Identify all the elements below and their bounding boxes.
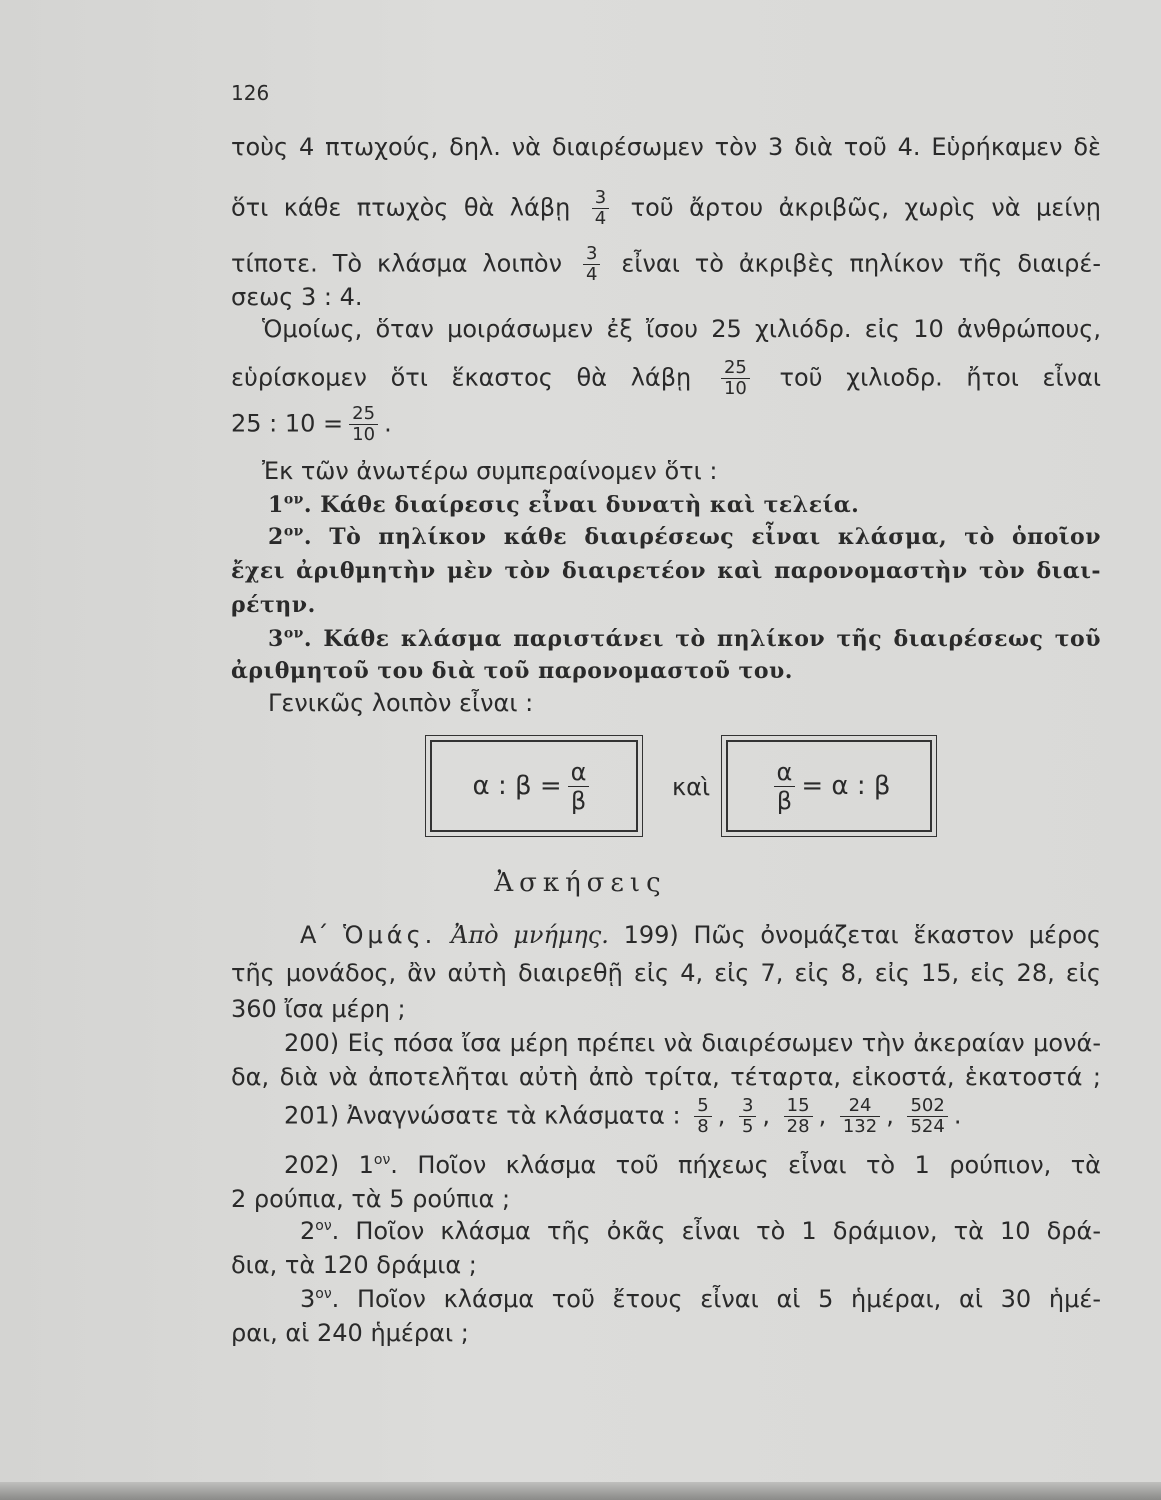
text-line [231, 404, 392, 445]
fraction [840, 1096, 880, 1137]
fraction [694, 1096, 711, 1137]
exercise-text: . Ποῖον κλάσμα τοῦ ἔτους εἶναι αἱ 5 ἡμέραι, αἱ 30 ἡμέ- [331, 1285, 1101, 1313]
rule-ordinal: ον [283, 491, 304, 508]
text-span: 25 : 10 = [231, 409, 344, 438]
fraction [592, 188, 609, 229]
part-number: 3 [300, 1285, 316, 1313]
text-line: Ὁμοίως, ὅταν μοιράσωμεν ἐξ ἴσου 25 χιλιόδρ. εἰς 10 ἀνθρώπους, [262, 315, 1101, 343]
fraction-numerator: 24 [840, 1096, 880, 1117]
fraction-numerator: α [774, 758, 796, 787]
text-span: τίποτε. Τὸ κλάσμα λοιπὸν [231, 249, 562, 278]
formula-rhs: = α : β [801, 771, 891, 801]
exercise-202-cont: 2 ρούπια, τὰ 5 ρούπια ; [231, 1185, 511, 1213]
rule-3-cont: ἀριθμητοῦ του διὰ τοῦ παρονομαστοῦ του. [231, 658, 793, 684]
fraction-numerator: 25 [349, 404, 378, 425]
fraction [583, 244, 600, 285]
rule-1 [268, 490, 859, 520]
ordinal: ον [373, 1152, 391, 1168]
rule-number: 3 [268, 626, 284, 652]
text-span: τοῦ ἄρτου ἀκριβῶς, χωρὶς νὰ μείνῃ [630, 193, 1101, 222]
fraction [907, 1096, 947, 1137]
exercise-202-part3 [300, 1284, 1101, 1314]
exercise-number: 202) 1 [284, 1151, 374, 1179]
exercise-201: 201) Ἀναγνώσατε τὰ κλάσματα : $\frac{5}{8}$ , $\frac{3}{5}$ , $\frac{15}{28}$ , $\frac{24}{132}$ , $\frac{502}{524}$ . [284, 1095, 962, 1137]
fraction-numerator: 3 [592, 188, 609, 209]
fraction-numerator: 3 [583, 244, 600, 265]
text-span: τοῦ χιλιοδρ. ἤτοι εἶναι [779, 363, 1101, 392]
exercise-199-cont: τῆς μονάδος, ἂν αὐτὴ διαιρεθῇ εἰς 4, εἰς 7, εἰς 8, εἰς 15, εἰς 28, εἰς [231, 959, 1101, 987]
exercise-202-cont: ραι, αἱ 240 ἡμέραι ; [231, 1319, 469, 1347]
fraction [784, 1096, 813, 1137]
rule-ordinal: ον [283, 625, 304, 642]
fraction [774, 758, 796, 815]
group-label: Α΄ [300, 921, 329, 949]
fraction-denominator: 10 [723, 378, 747, 399]
fraction-numerator: α [568, 758, 590, 787]
formula-box-left [430, 740, 638, 832]
fraction [568, 758, 590, 815]
exercise-202-cont: δια, τὰ 120 δράμια ; [231, 1251, 477, 1279]
rule-3 [268, 624, 1101, 654]
fraction-denominator: 4 [585, 264, 598, 285]
formula-lhs: α : β = [472, 771, 562, 801]
fraction [721, 358, 750, 399]
ordinal: ον [315, 1218, 332, 1234]
rule-text: . Κάθε κλάσμα παριστάνει τὸ πηλίκον τῆς διαιρέσεως τοῦ [303, 626, 1101, 652]
page-number: 126 [231, 81, 270, 105]
formula-connector: καὶ [672, 773, 711, 801]
fraction-numerator: 3 [739, 1096, 756, 1117]
exercise-202-part2 [300, 1216, 1101, 1246]
ordinal: ον [315, 1286, 332, 1302]
fraction-numerator: 5 [694, 1096, 711, 1117]
page-edge [0, 1482, 1161, 1500]
exercise-200-cont: δα, διὰ νὰ ἀποτελῆται αὐτὴ ἀπὸ τρίτα, τέταρτα, εἰκοστά, ἑκατοστά ; [231, 1063, 1101, 1091]
exercise-200: 200) Εἰς πόσα ἴσα μέρη πρέπει νὰ διαιρέσωμεν τὴν ἀκεραίαν μονά- [284, 1029, 1101, 1057]
fraction-denominator: β [776, 786, 793, 815]
fraction-denominator: 5 [741, 1116, 754, 1137]
text-span: εὑρίσκομεν ὅτι ἕκαστος θὰ λάβῃ [231, 363, 692, 392]
exercise-text: 201) Ἀναγνώσατε τὰ κλάσματα : [284, 1101, 681, 1130]
group-memory: Ἀπὸ μνήμης. [451, 921, 609, 949]
rule-number: 1 [268, 492, 284, 518]
text-line: Ἐκ τῶν ἀνωτέρω συμπεραίνομεν ὅτι : [262, 457, 718, 485]
fraction [739, 1096, 756, 1137]
fraction-denominator: β [570, 786, 587, 815]
exercise-text: . Ποῖον κλάσμα τοῦ πήχεως εἶναι τὸ 1 ρούπιον, τὰ [390, 1151, 1102, 1179]
fraction-numerator: 502 [907, 1096, 947, 1117]
fraction-denominator: 10 [352, 424, 376, 445]
rule-number: 2 [268, 524, 284, 550]
text-line [231, 244, 1101, 285]
rule-text: . Κάθε διαίρεσις εἶναι δυνατὴ καὶ τελεία. [303, 492, 860, 518]
fraction-denominator: 524 [910, 1116, 945, 1137]
text-span: ὅτι κάθε πτωχὸς θὰ λάβῃ [231, 193, 571, 222]
text-line [231, 188, 1101, 229]
exercise-202 [284, 1150, 1101, 1180]
fraction-denominator: 28 [786, 1116, 810, 1137]
formula-box-right [726, 740, 932, 832]
exercise-199-cont: 360 ἴσα μέρη ; [231, 995, 406, 1023]
fraction-denominator: 8 [697, 1116, 709, 1137]
exercise-199 [300, 920, 1101, 950]
exercise-text: 199) Πῶς ὀνομάζεται ἕκαστον μέρος [623, 921, 1101, 949]
exercise-text: . Ποῖον κλάσμα τῆς ὀκᾶς εἶναι τὸ 1 δράμιον, τὰ 10 δρά- [331, 1217, 1101, 1245]
rule-2 [268, 522, 1101, 552]
rule-2-cont: ἔχει ἀριθμητὴν μὲν τὸν διαιρετέον καὶ παρονομαστὴν τὸν διαι- [231, 558, 1101, 584]
part-number: 2 [300, 1217, 316, 1245]
fraction-numerator: 25 [721, 358, 750, 379]
fraction-denominator: 4 [594, 208, 607, 229]
text-span: εἶναι τὸ ἀκριβὲς πηλίκον τῆς διαιρέ- [621, 249, 1102, 278]
rule-2-cont: ρέτην. [231, 592, 316, 618]
rule-ordinal: ον [283, 523, 304, 540]
exercises-heading: Ἀσκήσεις [494, 868, 667, 898]
text-line: σεως 3 : 4. [231, 283, 363, 311]
group-omas: Ὁμάς. [343, 921, 437, 949]
text-line: Γενικῶς λοιπὸν εἶναι : [268, 689, 534, 717]
fraction-denominator: 132 [842, 1116, 878, 1137]
fraction-numerator: 15 [784, 1096, 813, 1117]
text-line: τοὺς 4 πτωχούς, δηλ. νὰ διαιρέσωμεν τὸν 3 διὰ τοῦ 4. Εὑρήκαμεν δὲ [231, 133, 1101, 161]
text-span: . [384, 409, 392, 438]
rule-text: . Τὸ πηλίκον κάθε διαιρέσεως εἶναι κλάσμα, τὸ ὁποῖον [303, 524, 1101, 550]
text-line [231, 358, 1101, 399]
fraction [349, 404, 378, 445]
